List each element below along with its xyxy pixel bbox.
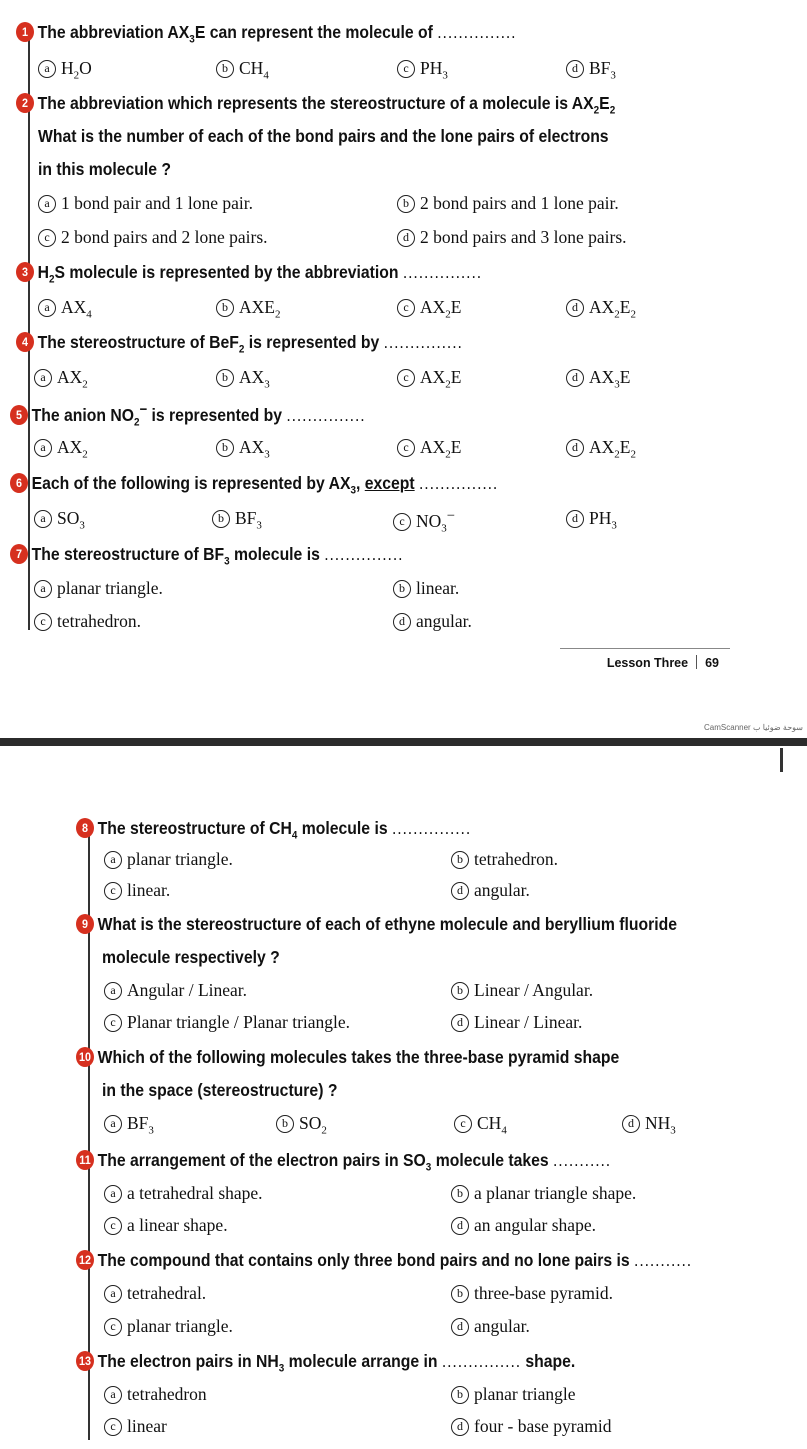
question-number: 2	[16, 93, 34, 113]
page-70	[0, 746, 807, 1449]
option-c[interactable]: c $AX_2E$	[397, 437, 461, 461]
option-c[interactable]: c $CH_4$	[454, 1113, 507, 1137]
question-2-line-3: in this molecule ?	[38, 159, 172, 179]
option-b[interactable]: b 2 bond pairs and 1 lone pair.	[397, 193, 619, 214]
option-d[interactable]: d angular.	[393, 611, 472, 632]
page-number: 69	[705, 656, 719, 670]
option-c[interactable]: c $AX_2E$	[397, 367, 461, 391]
lesson-label: Lesson Three	[606, 656, 689, 670]
question-number: 3	[16, 262, 34, 282]
option-b[interactable]: b $AX_3$	[216, 367, 270, 391]
option-b[interactable]: b planar triangle	[451, 1384, 576, 1405]
option-a[interactable]: a a tetrahedral shape.	[104, 1183, 263, 1204]
option-b[interactable]: b three-base pyramid.	[451, 1283, 613, 1304]
option-c[interactable]: c $AX_2E$	[397, 297, 461, 321]
question-2: 2 The abbreviation which represents the stereostructure of a molecule is $AX_2E_2$	[16, 93, 615, 117]
option-b[interactable]: b Linear / Angular.	[451, 980, 593, 1001]
option-b[interactable]: b tetrahedron.	[451, 849, 558, 870]
question-12: 12 The compound that contains only three bond pairs and no lone pairs is ...........	[76, 1250, 692, 1271]
page-divider	[0, 738, 807, 746]
question-number: 9	[76, 914, 94, 934]
question-number: 1	[16, 22, 34, 42]
option-a[interactable]: a planar triangle.	[104, 849, 233, 870]
option-d[interactable]: d $AX_3E$	[566, 367, 630, 391]
question-number: 6	[10, 473, 28, 493]
option-a[interactable]: a Angular / Linear.	[104, 980, 247, 1001]
margin-line	[88, 820, 90, 1440]
option-b[interactable]: b linear.	[393, 578, 459, 599]
question-number: 11	[76, 1150, 94, 1170]
question-number: 10	[76, 1047, 94, 1067]
option-b[interactable]: b $CH_4$	[216, 58, 269, 82]
option-d[interactable]: d $NH_3$	[622, 1113, 676, 1137]
option-a[interactable]: a tetrahedral.	[104, 1283, 206, 1304]
option-b[interactable]: b $AX_3$	[216, 437, 270, 461]
option-b[interactable]: b $SO_2$	[276, 1113, 327, 1137]
option-a[interactable]: a $H_2O$	[38, 58, 92, 82]
option-d[interactable]: d 2 bond pairs and 3 lone pairs.	[397, 227, 627, 248]
question-number: 13	[76, 1351, 94, 1371]
option-b[interactable]: b $BF_3$	[212, 508, 262, 532]
question-4: 4 The stereostructure of BeF$_2$ is represented by ...............	[16, 332, 463, 356]
option-c[interactable]: c $PH_3$	[397, 58, 448, 82]
option-c[interactable]: c linear.	[104, 880, 170, 901]
option-d[interactable]: d $PH_3$	[566, 508, 617, 532]
question-9: 9 What is the stereostructure of each of ethyne molecule and beryllium fluoride	[76, 914, 677, 935]
option-a[interactable]: a $BF_3$	[104, 1113, 154, 1137]
question-number: 8	[76, 818, 94, 838]
question-6: 6 Each of the following is represented by $AX_3$, except ...............	[10, 473, 498, 497]
option-a[interactable]: a tetrahedron	[104, 1384, 207, 1405]
option-c[interactable]: c Planar triangle / Planar triangle.	[104, 1012, 350, 1033]
question-number: 12	[76, 1250, 94, 1270]
question-number: 4	[16, 332, 34, 352]
option-d[interactable]: d angular.	[451, 1316, 530, 1337]
option-d[interactable]: d four - base pyramid	[451, 1416, 612, 1437]
option-a[interactable]: a planar triangle.	[34, 578, 163, 599]
option-c[interactable]: c planar triangle.	[104, 1316, 233, 1337]
question-5: 5 The anion $NO_2^-$ is represented by ...............	[10, 402, 366, 428]
question-1: 1 The abbreviation $AX_3E$ can represent the molecule of ...............	[16, 22, 516, 46]
option-b[interactable]: b a planar triangle shape.	[451, 1183, 636, 1204]
footer-rule	[560, 648, 730, 649]
option-d[interactable]: d $AX_2E_2$	[566, 297, 636, 321]
option-d[interactable]: d angular.	[451, 880, 530, 901]
option-a[interactable]: a $AX_4$	[38, 297, 92, 321]
question-11: 11 The arrangement of the electron pairs in $SO_3$ molecule takes ...........	[76, 1150, 611, 1174]
question-number: 5	[10, 405, 28, 425]
question-10: 10 Which of the following molecules takes the three-base pyramid shape	[76, 1047, 619, 1068]
question-2-line-2: What is the number of each of the bond pairs and the lone pairs of electrons	[38, 126, 609, 146]
scanner-watermark: CamScanner سوحة ضوئيا ب	[704, 723, 803, 732]
question-number: 7	[10, 544, 28, 564]
option-a[interactable]: a $AX_2$	[34, 367, 88, 391]
question-3: 3 $H_2S$ molecule is represented by the abbreviation ...............	[16, 262, 482, 286]
option-d[interactable]: d Linear / Linear.	[451, 1012, 582, 1033]
edge-mark	[780, 748, 783, 772]
option-d[interactable]: d $BF_3$	[566, 58, 616, 82]
option-c[interactable]: c tetrahedron.	[34, 611, 141, 632]
question-10-line-2: in the space (stereostructure) ?	[102, 1080, 338, 1100]
question-8: 8 The stereostructure of $CH_4$ molecule is ...............	[76, 818, 471, 842]
option-c[interactable]: c a linear shape.	[104, 1215, 228, 1236]
question-9-line-2: molecule respectively ?	[102, 947, 280, 967]
option-c[interactable]: c $NO_3^-$	[393, 508, 455, 534]
page-footer	[607, 655, 719, 670]
option-c[interactable]: c linear	[104, 1416, 167, 1437]
option-d[interactable]: d an angular shape.	[451, 1215, 596, 1236]
option-d[interactable]: d $AX_2E_2$	[566, 437, 636, 461]
question-13: 13 The electron pairs in $NH_3$ molecule arrange in ............... shape.	[76, 1351, 575, 1375]
option-a[interactable]: a $SO_3$	[34, 508, 85, 532]
question-7: 7 The stereostructure of $BF_3$ molecule is ...............	[10, 544, 403, 568]
option-b[interactable]: b $AXE_2$	[216, 297, 280, 321]
option-c[interactable]: c 2 bond pairs and 2 lone pairs.	[38, 227, 268, 248]
option-a[interactable]: a 1 bond pair and 1 lone pair.	[38, 193, 253, 214]
option-a[interactable]: a $AX_2$	[34, 437, 88, 461]
